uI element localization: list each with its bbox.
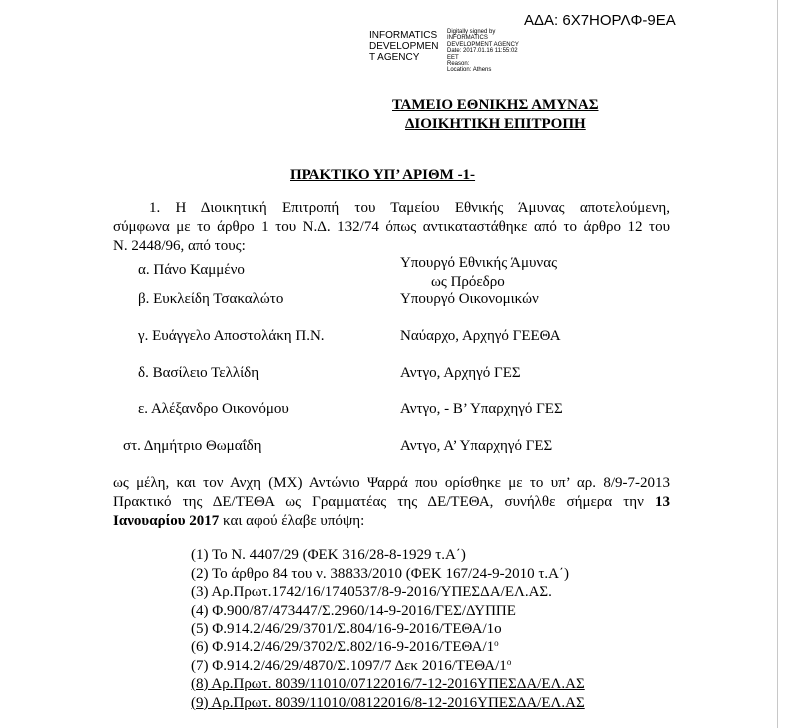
signature-detail-line: EET xyxy=(447,54,459,61)
signature-detail-line: Date: 2017.01.16 11:55:02 xyxy=(447,48,518,55)
member-role: Υπουργό Οικονομικών xyxy=(400,291,539,307)
member-name: ε. Αλέξανδρο Οικονόμου xyxy=(138,401,289,417)
member-role-sub: ως Πρόεδρο xyxy=(431,274,505,290)
reference-item: (4) Φ.900/87/473447/Σ.2960/14-9-2016/ΓΕΣ/ΔΥΠΠΕ xyxy=(191,603,516,619)
fund-title: ΤΑΜΕΙΟ ΕΘΝΙΚΗΣ ΑΜΥΝΑΣ xyxy=(392,97,599,113)
reference-item: (2) Το άρθρο 84 του ν. 38833/2010 (ΦΕΚ 167/24-9-2010 τ.Α΄) xyxy=(191,566,569,582)
member-role: Υπουργό Εθνικής Άμυνας xyxy=(400,255,558,271)
closing-text: Πρακτικό της ΔΕ/ΤΕΘΑ ως Γραμματέας της ΔΕ/ΤΕΘΑ, συνήλθε σήμερα την xyxy=(113,494,644,510)
reference-item: (5) Φ.914.2/46/29/3701/Σ.804/16-9-2016/ΤΕΘΑ/1ο xyxy=(191,621,502,637)
member-role: Ναύαρχο, Αρχηγό ΓΕΕΘΑ xyxy=(400,328,561,344)
reference-item: (8) Αρ.Πρωτ. 8039/11010/07122016/7-12-2016ΥΠΕΣΔΑ/ΕΛ.ΑΣ xyxy=(191,676,585,692)
reference-item: (3) Αρ.Πρωτ.1742/16/1740537/8-9-2016/ΥΠΕΣΔΑ/ΕΛ.ΑΣ. xyxy=(191,584,552,600)
closing-line xyxy=(113,512,670,531)
signature-org-line: DEVELOPMEN xyxy=(369,41,439,52)
intro-line: Ν. 2448/96, από τους: xyxy=(113,238,246,254)
signature-detail-line: Reason: xyxy=(447,61,470,68)
signature-organization xyxy=(369,30,438,63)
signature-details xyxy=(447,29,519,74)
reference-item: (9) Αρ.Πρωτ. 8039/11010/08122016/8-12-2016ΥΠΕΣΔΑ/ΕΛ.ΑΣ xyxy=(191,695,585,711)
closing-text: και αφού έλαβε υπόψη: xyxy=(223,513,365,529)
page-edge xyxy=(777,0,778,728)
reference-superscript: ο xyxy=(494,638,499,648)
reference-text: (6) Φ.914.2/46/29/3702/Σ.802/16-9-2016/ΤΕΘΑ/1 xyxy=(191,639,495,655)
reference-text: (7) Φ.914.2/46/29/4870/Σ.1097/7 Δεκ 2016/ΤΕΘΑ/1 xyxy=(191,658,507,674)
signature-detail-line: DEVELOPMENT AGENCY xyxy=(447,41,519,48)
signature-detail-line: INFORMATICS xyxy=(447,35,488,42)
closing-line xyxy=(113,493,670,512)
ada-code: ΑΔΑ: 6Χ7ΗΟΡΛΦ-9ΕΑ xyxy=(524,12,676,29)
member-name: α. Πάνο Καμμένο xyxy=(138,262,245,278)
member-role: Αντγο, Α’ Υπαρχηγό ΓΕΣ xyxy=(400,438,553,454)
committee-title: ΔΙΟΙΚΗΤΙΚΗ ΕΠΙΤΡΟΠΗ xyxy=(405,116,586,132)
reference-item xyxy=(191,658,511,675)
signature-org-line: T AGENCY xyxy=(369,52,420,63)
signature-detail-line: Location: Athens xyxy=(447,67,492,74)
intro-paragraph xyxy=(113,199,670,256)
reference-item: (1) Το Ν. 4407/29 (ΦΕΚ 316/28-8-1929 τ.Α΄) xyxy=(191,547,466,563)
member-role: Αντγο, - Β’ Υπαρχηγό ΓΕΣ xyxy=(400,401,563,417)
reference-superscript: ο xyxy=(506,657,512,667)
closing-paragraph xyxy=(113,474,670,531)
intro-line: σύμφωνα με το άρθρο 1 του Ν.Δ. 132/74 όπως αντικαταστάθηκε από το άρθρο 12 του xyxy=(113,219,670,235)
member-name: στ. Δημήτριο Θωμαΐδη xyxy=(123,438,262,454)
closing-line: ως μέλη, και τον Ανχη (ΜΧ) Αντώνιο Ψαρρά που ορίσθηκε με το υπ’ αρ. 8/9-7-2013 xyxy=(113,475,670,491)
intro-line: 1. Η Διοικητική Επιτροπή του Ταμείου Εθνικής Άμυνας αποτελούμενη, xyxy=(149,200,670,216)
meeting-month-year: Ιανουαρίου 2017 xyxy=(113,513,220,529)
member-name: β. Ευκλείδη Τσακαλώτο xyxy=(138,291,284,307)
meeting-day: 13 xyxy=(655,494,671,510)
member-name: δ. Βασίλειο Τελλίδη xyxy=(138,365,260,381)
reference-item xyxy=(191,639,499,656)
member-name: γ. Ευάγγελο Αποστολάκη Π.Ν. xyxy=(138,328,325,344)
record-title: ΠΡΑΚΤΙΚΟ ΥΠ’ ΑΡΙΘΜ -1- xyxy=(290,167,476,183)
signature-detail-line: Digitally signed by xyxy=(447,29,496,35)
signature-org-line: INFORMATICS xyxy=(369,30,438,41)
member-role: Αντγο, Αρχηγό ΓΕΣ xyxy=(400,365,521,381)
